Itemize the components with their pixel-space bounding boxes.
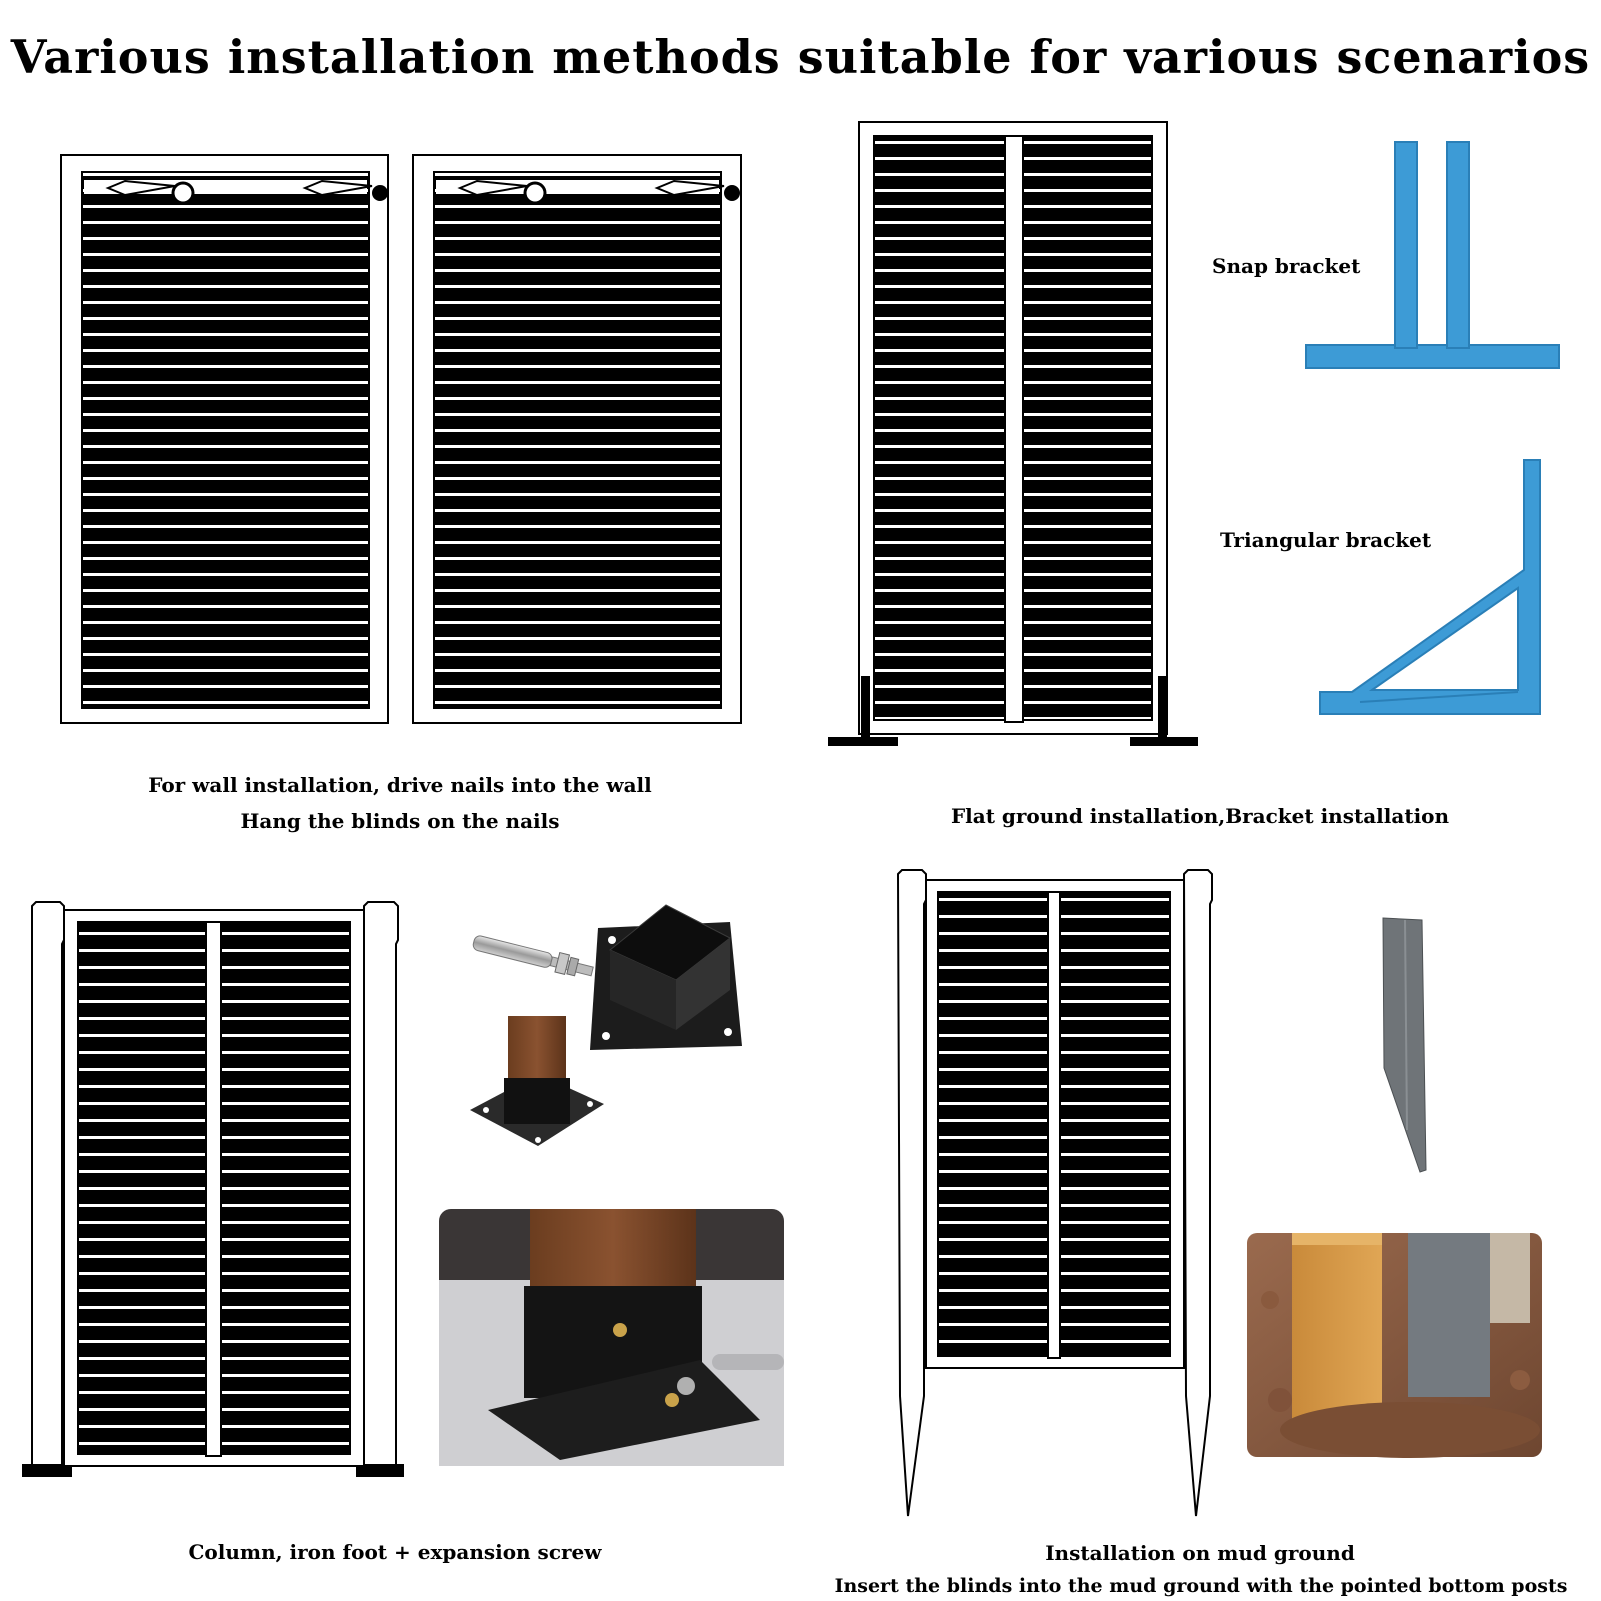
triangular-bracket-icon: [1320, 460, 1540, 714]
column-caption: Column, iron foot + expansion screw: [188, 1540, 602, 1564]
mud-ground-photo: [1247, 1233, 1542, 1458]
flat-ground-blind: [828, 122, 1198, 746]
column-blind: [22, 902, 404, 1477]
page-title: Various installation methods suitable for various scenarios: [10, 30, 1591, 84]
mud-caption-line2: Insert the blinds into the mud ground with the pointed bottom posts: [834, 1575, 1568, 1597]
expansion-screw-icon: [471, 932, 594, 981]
snap-bracket-label: Snap bracket: [1212, 254, 1361, 278]
triangular-bracket-label: Triangular bracket: [1220, 528, 1432, 552]
wall-blind-left: [61, 155, 388, 723]
iron-foot-icon: [590, 905, 742, 1050]
wall-caption-line1: For wall installation, drive nails into the wall: [148, 773, 652, 797]
mud-caption-line1: Installation on mud ground: [1045, 1541, 1355, 1565]
column-photo: [439, 1209, 784, 1466]
iron-foot-with-post-icon: [470, 1016, 604, 1146]
pointed-post-icon: [1383, 918, 1426, 1172]
wall-caption-line2: Hang the blinds on the nails: [240, 809, 560, 833]
mud-ground-blind: [898, 870, 1212, 1516]
wall-blind-right: [413, 155, 741, 723]
flat-caption: Flat ground installation,Bracket installation: [950, 804, 1450, 828]
